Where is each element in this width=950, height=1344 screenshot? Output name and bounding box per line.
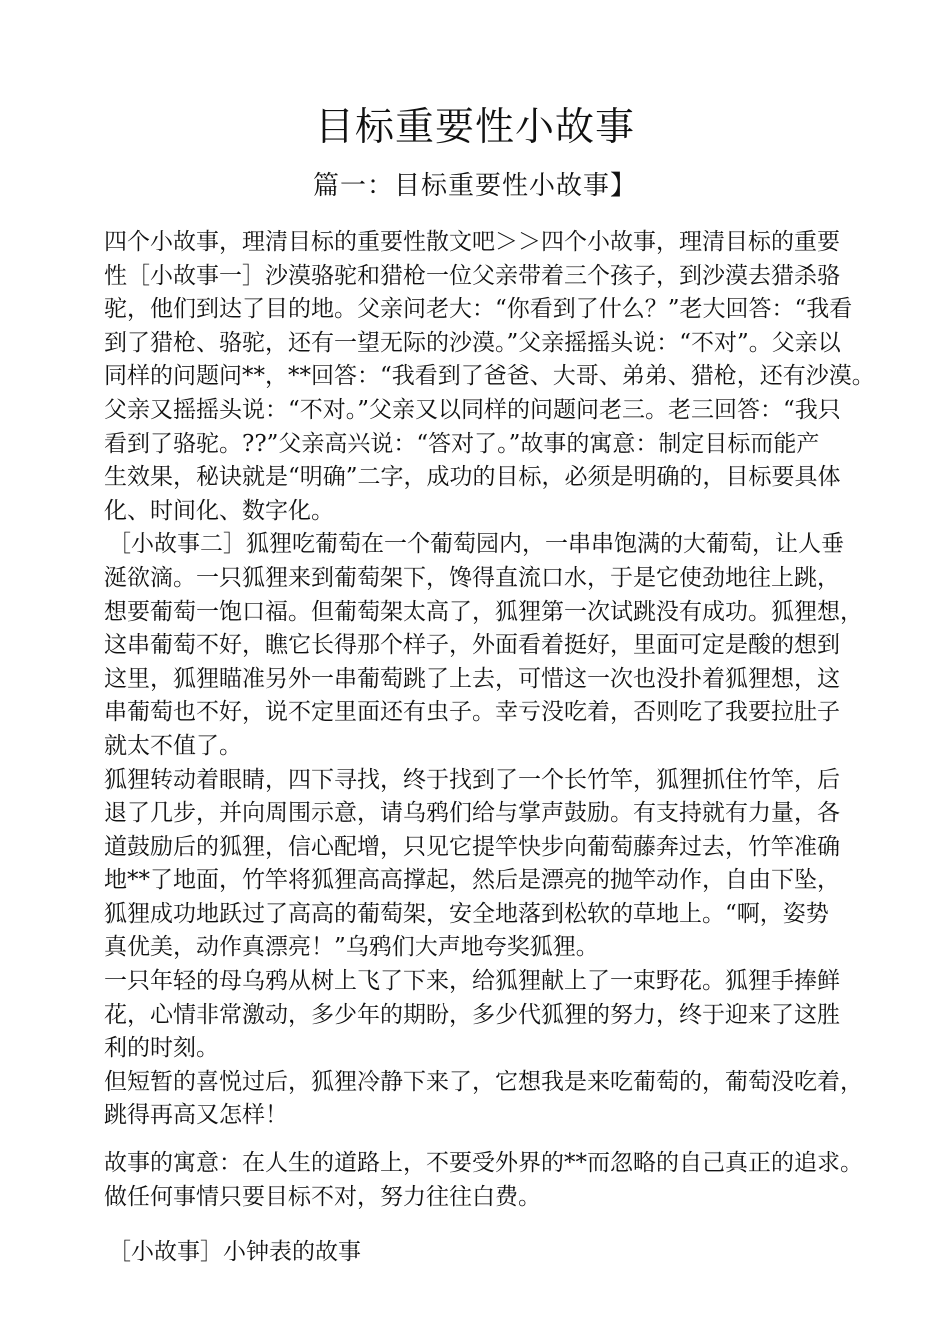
text-line: 驼，他们到达了目的地。父亲问老大：“你看到了什么？”老大回答：“我看 <box>104 296 853 323</box>
paragraph-clock-story-heading <box>104 1236 864 1270</box>
text-line: 一只年轻的母乌鸦从树上飞了下来，给狐狸献上了一束野花。狐狸手捧鲜 <box>104 968 840 995</box>
text-line: 狐狸转动着眼睛，四下寻找，终于找到了一个长竹竿，狐狸抓住竹竿，后 <box>104 766 840 793</box>
text-line: 花，心情非常激动，多少年的期盼，多少代狐狸的努力，终于迎来了这胜 <box>104 1001 840 1028</box>
text-line: 利的时刻。 <box>104 1035 219 1062</box>
text-line: 生效果，秘诀就是“明确”二字，成功的目标，必须是明确的，目标要具体 <box>104 464 841 491</box>
text-line: 地**了地面，竹竿将狐狸高高撑起，然后是漂亮的抛竿动作，自由下坠， <box>104 867 840 894</box>
document-title: 目标重要性小故事 <box>314 105 635 150</box>
text-line: 退了几步，并向周围示意，请乌鸦们给与掌声鼓励。有支持就有力量，各 <box>104 800 840 827</box>
paragraph-crow-flowers <box>104 965 864 1066</box>
paragraph-story-one <box>104 226 875 528</box>
paragraph-reflection <box>104 1066 864 1133</box>
text-line: 故事的寓意：在人生的道路上，不要受外界的**而忽略的自己真正的追求。 <box>104 1150 863 1177</box>
text-line: 就太不值了。 <box>104 732 242 759</box>
text-line: ［小故事］小钟表的故事 <box>108 1239 361 1266</box>
text-line: 四个小故事，理清目标的重要性散文吧＞＞四个小故事，理清目标的重要 <box>104 229 840 255</box>
text-line: 看到了骆驼。??”父亲高兴说：“答对了。”故事的寓意：制定目标而能产 <box>104 430 820 457</box>
text-line: 但短暂的喜悦过后，狐狸冷静下来了，它想我是来吃葡萄的，葡萄没吃着， <box>104 1068 863 1095</box>
text-line: 狐狸成功地跃过了高高的葡萄架，安全地落到松软的草地上。“啊，姿势 <box>104 900 829 927</box>
paragraph-story-two <box>104 528 864 763</box>
text-line: 性［小故事一］沙漠骆驼和猎枪一位父亲带着三个孩子，到沙漠去猎杀骆 <box>104 262 840 289</box>
paragraph-fox-pole <box>104 764 864 966</box>
text-line: 父亲又摇摇头说：“不对。”父亲又以同样的问题问老三。老三回答：“我只 <box>104 396 841 423</box>
text-line: 到了猎枪、骆驼，还有一望无际的沙漠。”父亲摇摇头说：“不对”。父亲以 <box>104 329 841 356</box>
text-line: 这串葡萄不好，瞧它长得那个样子，外面看着挺好，里面可定是酸的想到 <box>104 632 840 659</box>
text-line: 同样的问题问**，**回答：“我看到了爸爸、大哥、弟弟、猎枪，还有沙漠。 <box>104 363 875 390</box>
text-line: 道鼓励后的狐狸，信心配增，只见它提竿快步向葡萄藤奔过去，竹竿准确 <box>104 833 840 860</box>
text-line: 这里，狐狸瞄准另外一串葡萄跳了上去，可惜这一次也没扑着狐狸想，这 <box>104 665 840 692</box>
paragraph-moral <box>104 1147 864 1214</box>
paragraph-spacer <box>104 1214 864 1236</box>
text-line: 涎欲滴。一只狐狸来到葡萄架下，馋得直流口水，于是它使劲地往上跳， <box>104 564 840 591</box>
text-line: 想要葡萄一饱口福。但葡萄架太高了，狐狸第一次试跳没有成功。狐狸想， <box>104 598 863 625</box>
text-line: 做任何事情只要目标不对，努力往往白费。 <box>104 1183 541 1210</box>
text-line: 真优美，动作真漂亮！”乌鸦们大声地夸奖狐狸。 <box>104 934 599 961</box>
paragraph-spacer <box>104 1133 864 1147</box>
text-line: ［小故事二］狐狸吃葡萄在一个葡萄园内，一串串饱满的大葡萄，让人垂 <box>108 531 844 558</box>
text-line: 跳得再高又怎样！ <box>104 1102 288 1129</box>
text-line: 化、时间化、数字化。 <box>104 497 334 524</box>
document-subtitle: 篇一：目标重要性小故事】 <box>312 171 637 201</box>
document-body <box>104 226 875 1270</box>
text-line: 串葡萄也不好，说不定里面还有虫子。幸亏没吃着，否则吃了我要拉肚子 <box>104 699 840 726</box>
